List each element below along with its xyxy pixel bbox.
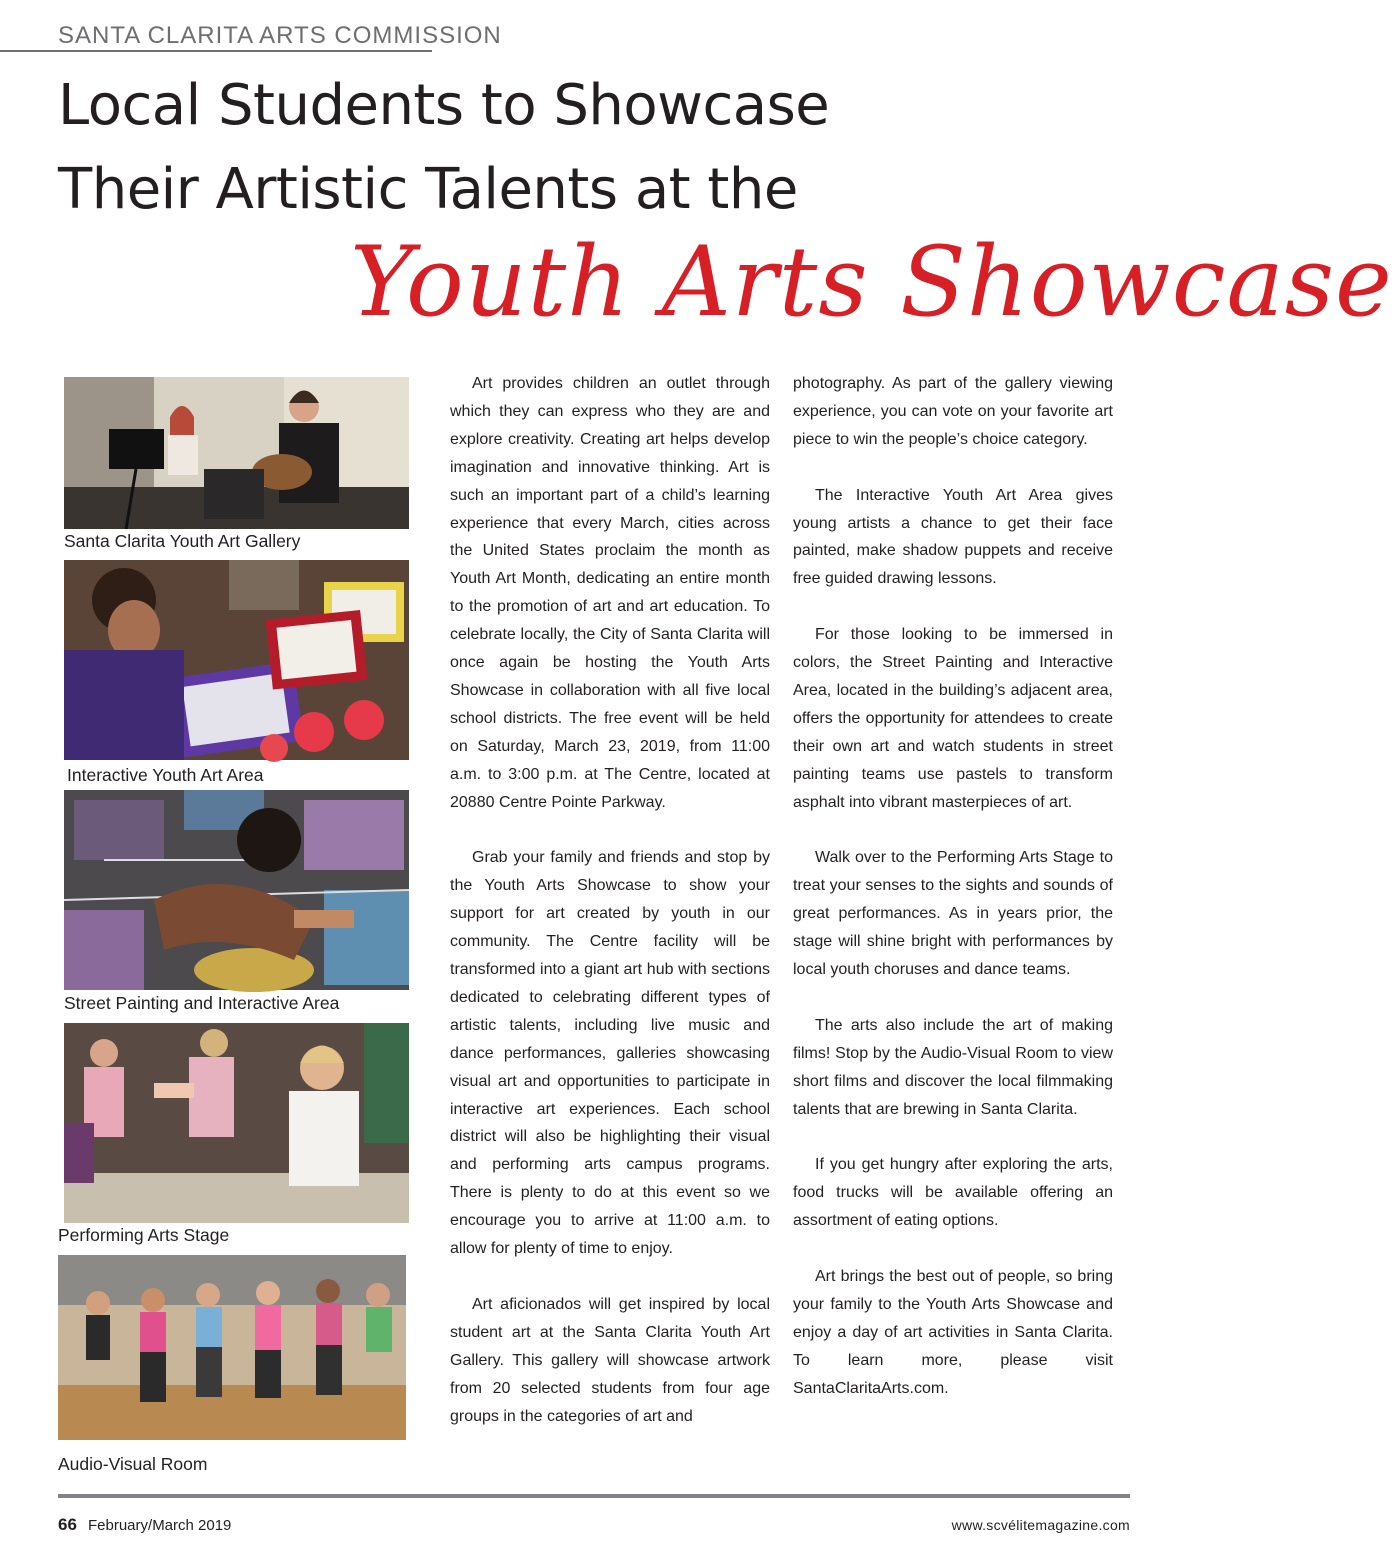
section-rule	[0, 50, 432, 52]
article-paragraph: If you get hungry after exploring the arts, food trucks will be available offering an assortment of eating options.	[793, 1156, 1113, 1230]
footer-rule	[58, 1494, 1130, 1498]
caption-street-painting: Street Painting and Interactive Area	[64, 993, 340, 1013]
section-label: SANTA CLARITA ARTS COMMISSION	[58, 22, 502, 49]
article-paragraph-continued: photography. As part of the gallery viewing experience, you can vote on your favorite art piece to win the people’s choice category.	[793, 375, 1113, 448]
caption-youth-art-gallery: Santa Clarita Youth Art Gallery	[64, 531, 301, 551]
website-url: www.scvélitemagazine.com	[951, 1517, 1130, 1533]
article-column-1	[450, 370, 770, 1458]
photo-audio-visual-room	[58, 1255, 406, 1440]
article-paragraph: The Interactive Youth Art Area gives young artists a chance to get their face painted, make shadow puppets and receive free guided drawing lessons.	[793, 486, 1113, 588]
headline-line-2: Their Artistic Talents at the	[58, 157, 798, 222]
article-paragraph: The arts also include the art of making films! Stop by the Audio-Visual Room to view short films and discover the local filmmaking talents that are brewing in Santa Clarita.	[793, 1016, 1113, 1118]
article-paragraph: For those looking to be immersed in colors, the Street Painting and Interactive Area, located in the building’s adjacent area, offers the opportunity for attendees to create their own art and watch students in street painting teams use pastels to transform asphalt into vibrant masterpieces of art.	[793, 626, 1113, 811]
article-paragraph: Art aficionados will get inspired by local student art at the Santa Clarita Youth Art Gallery. This gallery will showcase artwork from 20 selected students from four age groups in the categories of art and	[450, 1295, 770, 1425]
script-title: Youth Arts Showcase	[350, 226, 1393, 338]
photo-street-painting	[64, 790, 409, 990]
page-number: 66	[58, 1515, 77, 1534]
article-column-2	[793, 370, 1113, 1430]
photo-performing-arts-stage	[64, 1023, 409, 1223]
photo-youth-art-gallery	[64, 377, 409, 529]
article-paragraph: Walk over to the Performing Arts Stage to treat your senses to the sights and sounds of great performances. As in years prior, the stage will shine bright with performances by local youth choruses and dance teams.	[793, 849, 1113, 978]
article-paragraph: Art provides children an outlet through which they can express who they are and explore creativity. Creating art helps develop imagination and innovative thinking. Art is such an important part of a child’s learning experience that every March, cities across the United States proclaim the month as Youth Art Month, dedicating an entire month to the promotion of art and art education. To celebrate locally, the City of Santa Clarita will once again be hosting the Youth Arts Showcase in collaboration with all five local school districts. The free event will be held on Saturday, March 23, 2019, from 11:00 a.m. to 3:00 p.m. at The Centre, located at 20880 Centre Pointe Parkway.	[450, 375, 770, 811]
article-paragraph: Art brings the best out of people, so bring your family to the Youth Arts Showcase and enjoy a day of art activities in Santa Clarita. To learn more, please visit SantaClaritaArts.com.	[793, 1267, 1113, 1397]
caption-interactive-youth-art-area: Interactive Youth Art Area	[67, 765, 264, 785]
headline	[58, 64, 958, 232]
caption-audio-visual-room: Audio-Visual Room	[58, 1454, 208, 1474]
caption-performing-arts-stage: Performing Arts Stage	[58, 1225, 230, 1245]
article-paragraph: Grab your family and friends and stop by the Youth Arts Showcase to show your support for art created by youth in our community. The Centre facility will be transformed into a giant art hub with sections dedicated to celebrating different types of artistic talents, including live music and dance performances, galleries showcasing visual art and opportunities to participate in interactive art experiences. Each school district will also be highlighting their visual and performing arts campus programs. There is plenty to do at this event so we encourage you to arrive at 11:00 a.m. to allow for plenty of time to enjoy.	[450, 849, 770, 1258]
issue-date: February/March 2019	[88, 1517, 232, 1534]
photo-interactive-youth-art-area	[64, 560, 409, 760]
headline-line-1: Local Students to Showcase	[58, 73, 830, 138]
